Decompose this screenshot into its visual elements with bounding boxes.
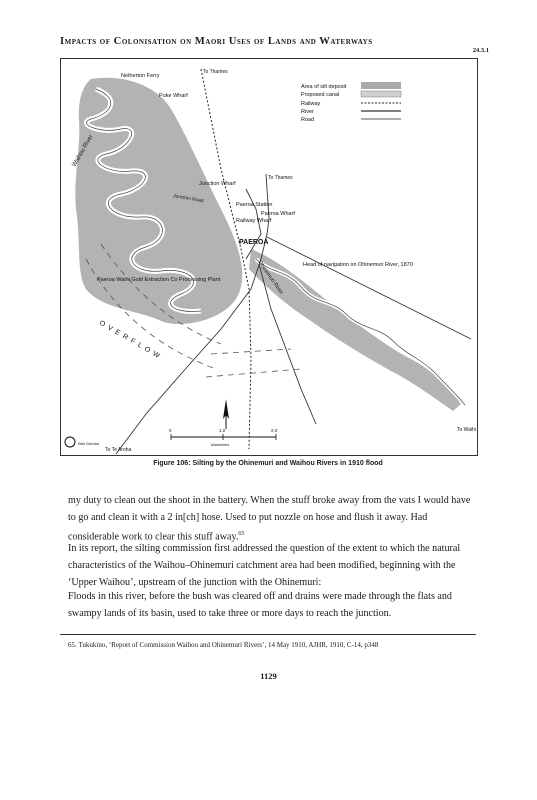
label-railway-wharf: Railway Wharf bbox=[236, 218, 272, 224]
scale-unit: kilometres bbox=[211, 442, 230, 447]
page-number: 1129 bbox=[260, 671, 277, 681]
label-paeroa-station: Paeroa Station bbox=[236, 202, 273, 208]
scale-label-1: 1.0 bbox=[219, 428, 226, 433]
label-netherton-ferry: Netherton Ferry bbox=[121, 73, 160, 79]
legend-item-silt: Area of silt deposit bbox=[301, 84, 347, 90]
footnote-ref: 65 bbox=[238, 531, 245, 537]
footnote-divider bbox=[60, 634, 476, 635]
label-waihou-river: Waihou River bbox=[71, 133, 95, 168]
scale-bar bbox=[169, 428, 278, 447]
legend-item-road: Road bbox=[301, 117, 315, 123]
label-processing-plant: Paeroa Waihi Gold Extraction Co Processing Plant bbox=[97, 277, 221, 283]
label-puke-wharf: Puke Wharf bbox=[159, 93, 188, 99]
scale-label-2: 2.0 bbox=[271, 428, 278, 433]
label-to-thames-mid: To Thames bbox=[268, 175, 293, 181]
label-ohinemuri-river: Ohinemuri River bbox=[256, 259, 285, 296]
legend-item-river: River bbox=[301, 109, 314, 115]
label-to-te-aroha: To Te Aroha bbox=[105, 447, 132, 453]
label-paeroa: PAEROA bbox=[239, 239, 269, 246]
footnote: 65. Tukukino, ‘Report of Commission Waihou and Ohinemuri Rivers’, 14 May 1910, AJHR, 1910, C-14, p348 bbox=[68, 641, 379, 649]
scale-label-0: 0 bbox=[169, 428, 172, 433]
legend-item-canal: Proposed canal bbox=[301, 92, 340, 98]
label-head-navigation: Head of navigation on Ohinemuri River, 1870 bbox=[303, 262, 413, 268]
section-number: 24.3.1 bbox=[472, 47, 489, 54]
quote-block bbox=[68, 492, 478, 545]
map-figure bbox=[60, 58, 478, 456]
figure-caption: Figure 106: Silting by the Ohinemuri and Waihou Rivers in 1910 flood bbox=[153, 460, 383, 467]
label-paeroa-wharf: Paeroa Wharf bbox=[261, 211, 295, 217]
label-to-waihi: To Waihi bbox=[457, 427, 476, 433]
map-legend bbox=[301, 82, 401, 123]
label-overflow: OVERFLOW bbox=[98, 319, 164, 362]
label-to-thames-top: To Thames bbox=[203, 69, 228, 75]
label-junction-road: Junction Road bbox=[172, 194, 204, 205]
map-credit-logo bbox=[65, 437, 75, 447]
map-credit: Wai Gordon bbox=[78, 441, 100, 446]
paragraph-1: In its report, the silting commission first addressed the question of the extent to which the natural characteristics of the Waihou–Ohinemuri catchment area had been modified, beginning with the ‘Upper Waihou’, upstream of the junction with the Ohinemuri: bbox=[68, 543, 461, 588]
legend-item-railway: Railway bbox=[301, 101, 321, 107]
north-arrow-icon bbox=[223, 399, 229, 429]
quote-text: my duty to clean out the shoot in the battery. When the stuff broke away from the vats I would have to go and clean it with a 2 in[ch] hose. Used to put nozzle on hose and flush it away. Had considerable work to clear this stuff away. bbox=[68, 495, 471, 543]
paragraph-2: Floods in this river, before the bush was cleared off and drains were made through the flats and swampy lands of its basin, used to take three or more days to reach the junction. bbox=[68, 591, 452, 619]
running-header: Impacts of Colonisation on Maori Uses of Lands and Waterways bbox=[60, 36, 373, 47]
map-svg bbox=[61, 59, 477, 455]
road bbox=[246, 189, 261, 259]
label-junction-wharf: Junction Wharf bbox=[199, 181, 236, 187]
